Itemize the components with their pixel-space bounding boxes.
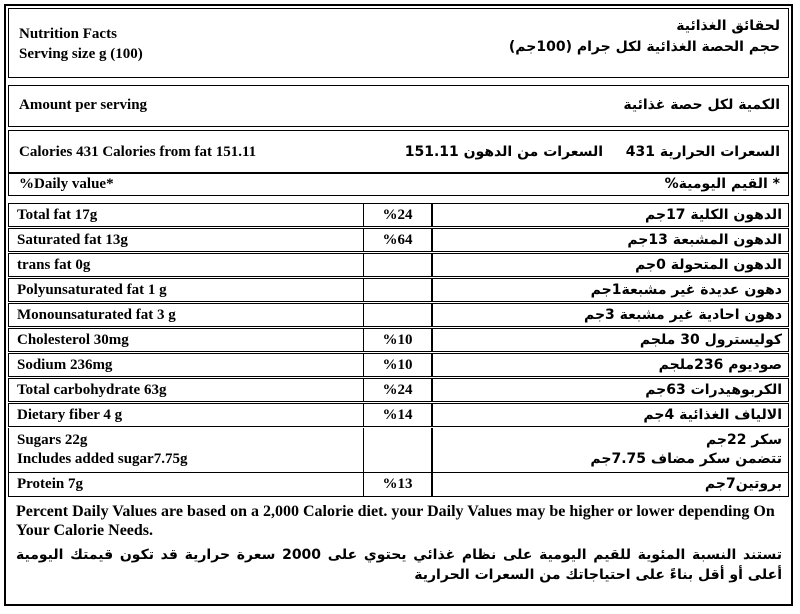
title-en: Nutrition Facts — [19, 26, 117, 42]
nutrient-en: Dietary fiber 4 g — [17, 407, 123, 423]
sugars-ar: سكر 22جم — [705, 432, 782, 448]
nutrient-ar: صوديوم 236ملجم — [658, 357, 782, 373]
nutrient-en-cell — [8, 378, 364, 402]
nutrient-pct-cell — [363, 253, 432, 277]
sugars-pct-cell — [363, 428, 432, 473]
daily-value-header — [8, 173, 789, 196]
nutrient-en: Monounsaturated fat 3 g — [17, 307, 176, 323]
table-row — [8, 228, 789, 252]
nutrient-pct-cell — [363, 353, 432, 377]
nutrient-ar: الدهون المشبعة 13جم — [627, 232, 782, 248]
nutrient-pct: %10 — [382, 332, 413, 348]
table-row — [8, 203, 789, 227]
sugars-en-cell — [8, 428, 364, 473]
nutrient-ar-cell — [432, 328, 789, 352]
amount-per-serving-box — [8, 85, 789, 127]
nutrient-pct-cell — [363, 278, 432, 302]
nutrient-en-cell — [8, 278, 364, 302]
nutrient-ar-cell — [432, 228, 789, 252]
calories-box — [8, 130, 789, 173]
nutrient-en-cell — [8, 228, 364, 252]
nutrient-ar: كوليسترول 30 ملجم — [639, 332, 782, 348]
added-sugar-ar: تتضمن سكر مضاف 7.75جم — [590, 451, 782, 467]
nutrient-ar-cell — [432, 303, 789, 327]
nutrient-en-cell — [8, 253, 364, 277]
nutrient-ar: الدهون الكلية 17جم — [644, 207, 782, 223]
nutrient-en: Total carbohydrate 63g — [17, 382, 167, 398]
nutrient-en-cell — [8, 353, 364, 377]
calories-en: Calories 431 Calories from fat 151.11 — [19, 144, 257, 160]
title-ar: لحقائق الغذائية — [676, 18, 780, 34]
nutrient-pct-cell — [363, 328, 432, 352]
header-box — [8, 8, 789, 78]
sugars-ar-cell — [432, 428, 789, 473]
nutrient-en: Polyunsaturated fat 1 g — [17, 282, 167, 298]
serving-size-ar: حجم الحصة الغذائية لكل جرام (100جم) — [508, 39, 780, 55]
footer-note-ar: تستند النسبة المئوية للقيم اليومية على نظام غذائي يحتوي على 2000 سعرة حرارية قد تكون قيمتك اليومية أعلى أو أقل بناءً على احتياجاتك من السعرات الحرارية — [16, 547, 782, 583]
nutrient-ar: الالياف الغذائية 4جم — [643, 407, 782, 423]
nutrient-en: Total fat 17g — [17, 207, 98, 223]
nutrient-en-cell — [8, 403, 364, 427]
nutrient-pct-cell — [363, 403, 432, 427]
amount-per-serving-ar: الكمية لكل حصة غذائية — [623, 97, 780, 113]
nutrient-ar: الكربوهيدرات 63جم — [645, 382, 782, 398]
nutrient-en-cell — [8, 203, 364, 227]
footer-note-en: Percent Daily Values are based on a 2,000 Calorie diet. your Daily Values may be higher or lower depending On Your Calorie Needs. — [16, 503, 775, 539]
table-row — [8, 278, 789, 302]
nutrient-en-cell — [8, 328, 364, 352]
nutrient-ar-cell — [432, 378, 789, 402]
nutrient-pct-cell — [363, 378, 432, 402]
nutrient-ar-cell — [432, 253, 789, 277]
nutrient-en: Saturated fat 13g — [17, 232, 128, 248]
added-sugar-en: Includes added sugar7.75g — [17, 451, 188, 467]
nutrient-pct-cell — [363, 228, 432, 252]
serving-size-en: Serving size g (100) — [19, 46, 143, 62]
nutrient-pct: %64 — [382, 232, 413, 248]
nutrient-en-cell — [8, 303, 364, 327]
calories-fat-ar: السعرات من الدهون 151.11 — [404, 144, 603, 160]
calories-ar: السعرات الحرارية 431 — [625, 144, 780, 160]
daily-value-ar: * القيم اليومية% — [664, 176, 780, 192]
table-row-protein — [8, 473, 789, 497]
nutrient-pct: %24 — [382, 382, 413, 398]
protein-ar: بروتين7جم — [704, 476, 782, 492]
nutrient-en: Sodium 236mg — [17, 357, 113, 373]
nutrient-ar-cell — [432, 403, 789, 427]
protein-en-cell — [8, 473, 364, 497]
nutrient-ar: الدهون المتحولة 0جم — [635, 257, 782, 273]
protein-pct: %13 — [382, 476, 413, 492]
nutrient-pct-cell — [363, 203, 432, 227]
nutrient-ar-cell — [432, 353, 789, 377]
table-row — [8, 353, 789, 377]
nutrient-ar: دهون احادية غير مشبعة 3جم — [583, 307, 782, 323]
table-row — [8, 378, 789, 402]
table-row — [8, 403, 789, 427]
nutrient-pct-cell — [363, 303, 432, 327]
daily-value-en: %Daily value* — [19, 176, 114, 192]
nutrition-label — [4, 4, 793, 606]
nutrient-ar: دهون عديدة غير مشبعة1جم — [590, 282, 782, 298]
nutrient-ar-cell — [432, 203, 789, 227]
nutrient-pct: %10 — [382, 357, 413, 373]
nutrient-en: Cholesterol 30mg — [17, 332, 129, 348]
nutrient-pct: %24 — [382, 207, 413, 223]
nutrient-ar-cell — [432, 278, 789, 302]
sugars-en: Sugars 22g — [17, 432, 88, 448]
table-row — [8, 303, 789, 327]
table-row-sugars — [8, 428, 789, 473]
protein-en: Protein 7g — [17, 476, 83, 492]
nutrient-pct: %14 — [382, 407, 413, 423]
table-row — [8, 253, 789, 277]
protein-pct-cell — [363, 473, 432, 497]
nutrient-en: trans fat 0g — [17, 257, 91, 273]
table-row — [8, 328, 789, 352]
protein-ar-cell — [432, 473, 789, 497]
amount-per-serving-en: Amount per serving — [19, 97, 148, 113]
